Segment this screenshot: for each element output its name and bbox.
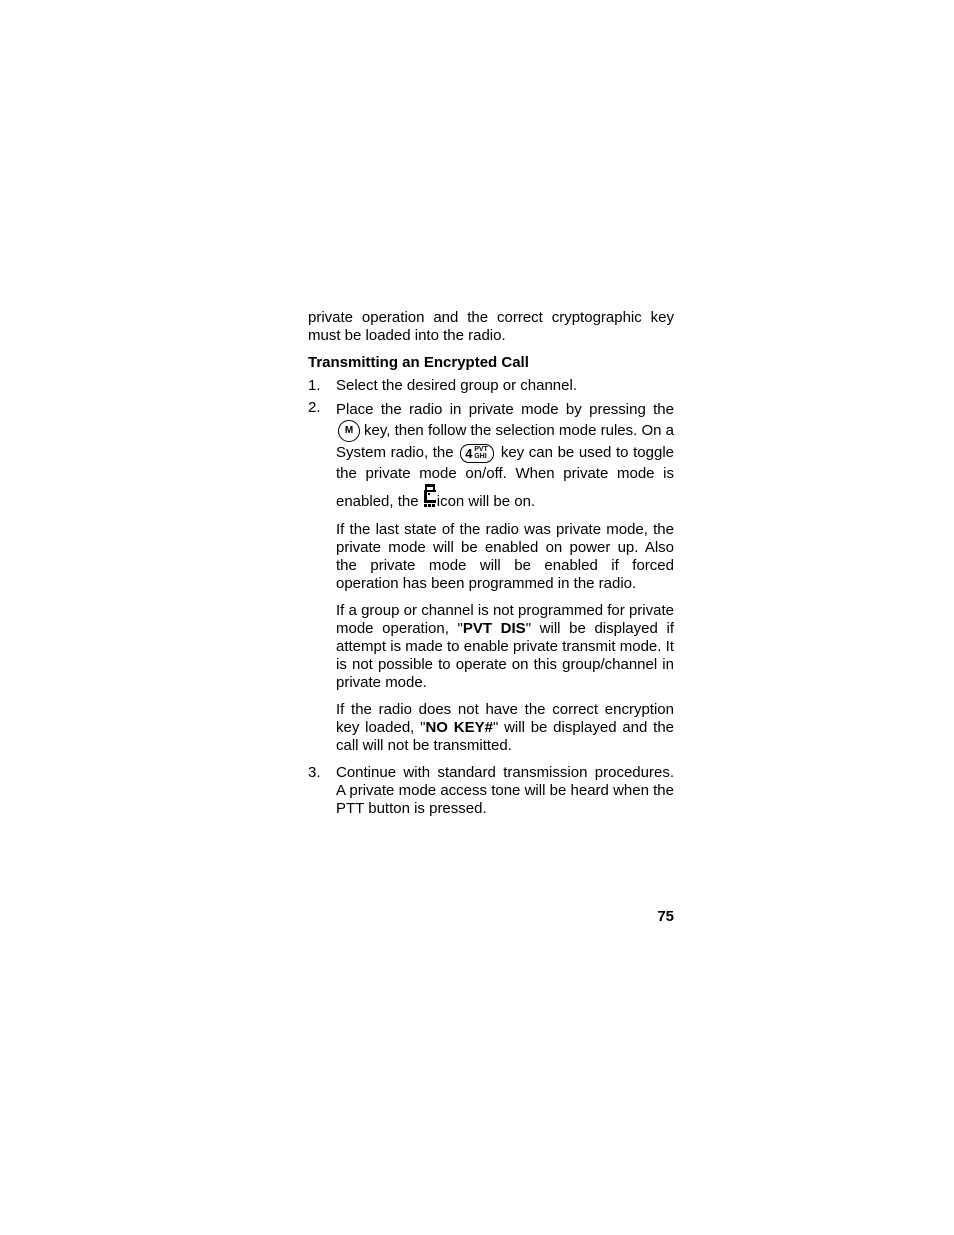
step-2-number: 2. <box>308 399 321 416</box>
pvt-dis-text: PVT DIS <box>462 620 526 638</box>
step-1-text: Select the desired group or channel. <box>336 377 577 394</box>
step-2-text-b: key, then follow the selection mode rules. On a System radio, the <box>336 422 674 462</box>
step-2-text <box>336 399 674 512</box>
step-2-paragraph-4: If the radio does not have the correct encryption key loaded, "NO KEY#" will be displayed and the call will not be transmitted. <box>336 701 675 755</box>
step-2-text-a: Place the radio in private mode by pressing the <box>336 401 674 418</box>
private-mode-icon <box>423 484 437 508</box>
step-2-paragraph-3: If a group or channel is not programmed for private mode operation, "PVT DIS" will be displayed if attempt is made to enable private transmit mode. It is not possible to operate on this group/channel in private mode. <box>336 602 674 692</box>
step-2 <box>308 399 674 755</box>
step-3-text: Continue with standard transmission procedures. A private mode access tone will be heard when the PTT button is pressed. <box>336 764 674 818</box>
step-1 <box>308 377 674 395</box>
menu-key-icon: M <box>338 420 360 442</box>
no-key-text: NO KEY# <box>425 719 493 737</box>
step-2-text-c: key can be used to toggle the private mode on/off. When private mode is enabled, the <box>336 444 674 511</box>
step-3-number: 3. <box>308 764 321 782</box>
step-2-paragraph-2: If the last state of the radio was private mode, the private mode will be enabled on power up. Also the private mode will be enabled if forced operation has been programmed in the radio. <box>336 521 674 593</box>
step-2-text-d: icon will be on. <box>436 493 536 511</box>
step-1-number: 1. <box>308 377 321 394</box>
intro-paragraph: private operation and the correct cryptographic key must be loaded into the radio. <box>308 309 674 344</box>
manual-column <box>308 309 674 822</box>
pvt-4-key-icon: 4 PVT GHI <box>460 444 494 463</box>
page-number: 75 <box>657 908 674 925</box>
step-3 <box>308 764 674 818</box>
section-heading: Transmitting an Encrypted Call <box>308 354 529 371</box>
